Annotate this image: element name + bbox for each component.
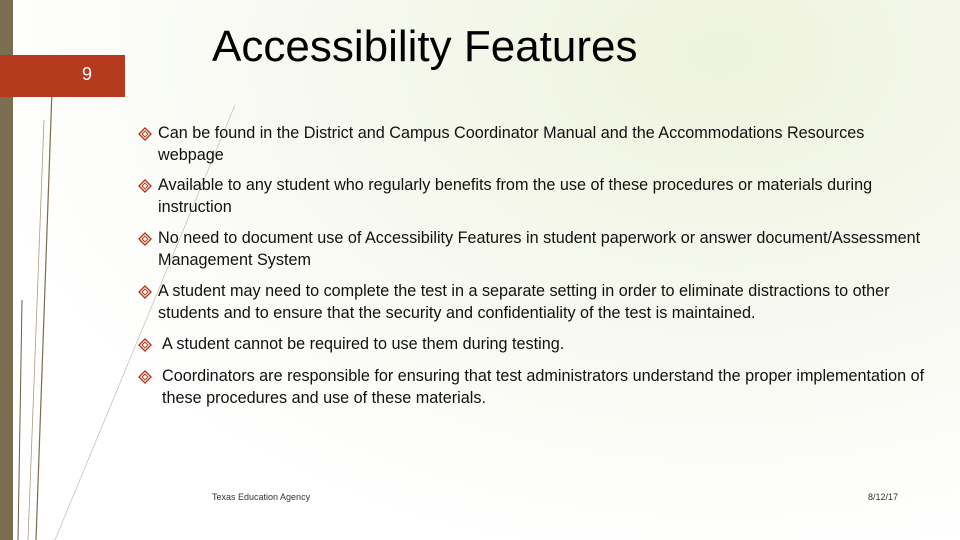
bullet-text: Available to any student who regularly benefits from the use of these procedures or materials during instruction bbox=[158, 176, 873, 216]
bullet-text: Can be found in the District and Campus Coordinator Manual and the Accommodations Resources webpage bbox=[158, 124, 865, 164]
diamond-outline-icon bbox=[138, 232, 152, 246]
footer-date: 8/12/17 bbox=[868, 492, 899, 502]
diamond-outline-icon bbox=[138, 127, 152, 141]
bullet-text: A student may need to complete the test in a separate setting in order to eliminate distractions to other students and to ensure that the security and confidentiality of the test is maintained. bbox=[158, 282, 890, 322]
diamond-outline-icon bbox=[138, 179, 152, 193]
bullet-text: Coordinators are responsible for ensuring that test administrators understand the proper implementation of these procedures and use of these materials. bbox=[162, 367, 925, 407]
footer-agency: Texas Education Agency bbox=[212, 492, 311, 502]
diamond-outline-icon bbox=[138, 285, 152, 299]
slide-number: 9 bbox=[82, 64, 93, 84]
slide-title: Accessibility Features bbox=[212, 22, 638, 71]
bullet-text: A student cannot be required to use them during testing. bbox=[162, 335, 565, 353]
diamond-outline-icon bbox=[138, 370, 152, 384]
diamond-outline-icon bbox=[138, 338, 152, 352]
slide-number-tab bbox=[0, 55, 125, 97]
bullet-text: No need to document use of Accessibility Features in student paperwork or answer document/Assessment Management System bbox=[158, 229, 921, 269]
